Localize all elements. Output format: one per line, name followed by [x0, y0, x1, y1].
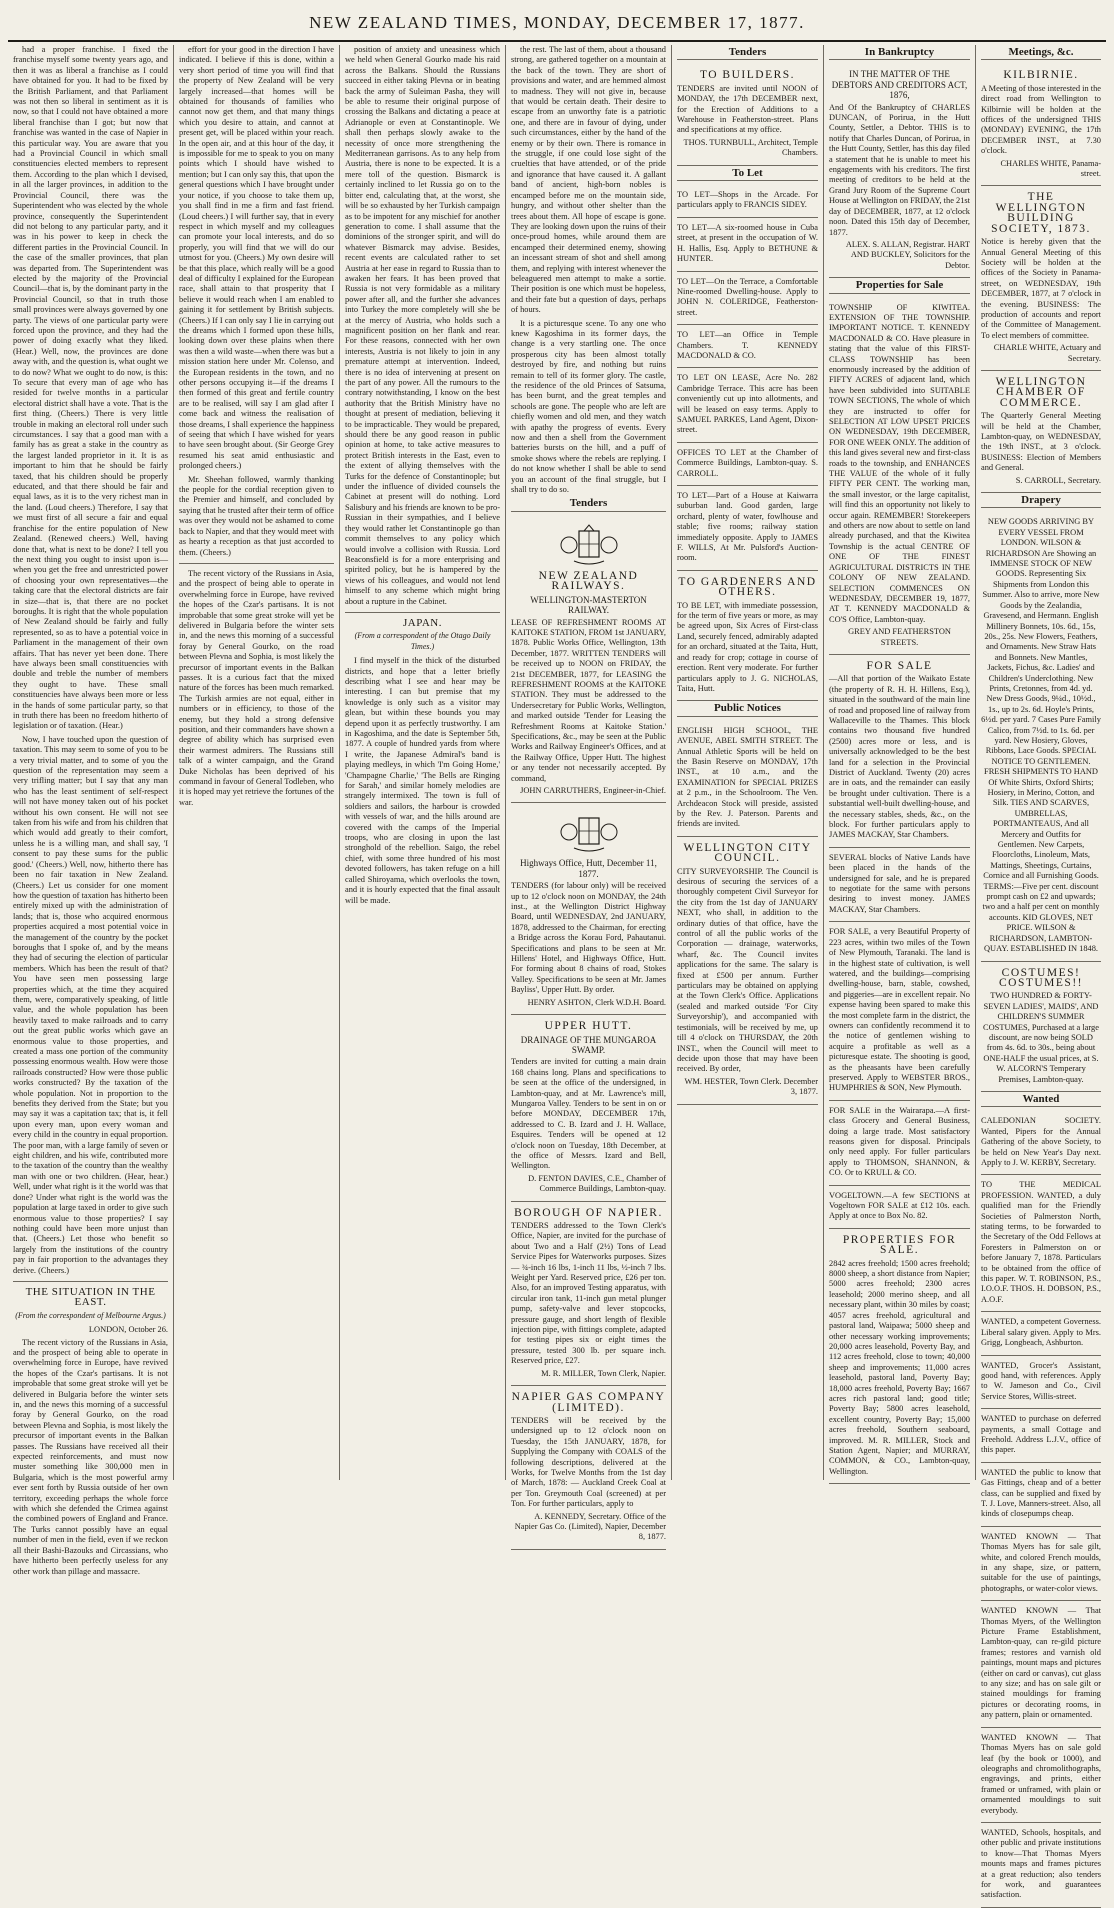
ad-body: FOR SALE in the Wairarapa.—A first-class Grocery and General Business, doing a large trade. Most satisfactory reasons given for disposal. Principals only need apply. For fuller particulars apply to THOMSON, SHANNON, & CO. Or to KRULL & CO.: [829, 1105, 970, 1178]
classified-ad: [981, 371, 1101, 493]
column-1: [8, 45, 174, 1576]
section-title-japan: JAPAN.: [403, 616, 442, 629]
ad-body: TO LET—Shops in the Arcade. For particulars apply to FRANCIS SIDEY.: [677, 190, 818, 210]
section-byline-japan: (From a correspondent of the Otago Daily Times.): [354, 631, 491, 651]
classified-ad: [677, 721, 818, 837]
tender-signature: HENRY ASHTON, Clerk W.D.H. Board.: [527, 997, 666, 1007]
classified-ad: [981, 1111, 1101, 1175]
tender-heading: NAPIER GAS COMPANY (LIMITED).: [511, 1391, 666, 1414]
ad-signature: ALEX. S. ALLAN, Registrar. HART AND BUCKLEY, Solicitors for the Debtor.: [845, 239, 970, 270]
ad-heading: TO BUILDERS.: [699, 69, 796, 82]
article-paragraph: position of anxiety and uneasiness which we held when General Gourko made his raid across the Balkans. Should the Russians succeed in either taking Plevna or in beating back the army of Suleiman Pasha, they will be able to resume their original purpose of crossing the Balkans and dictating a peace at Adrianople or even at Constantinople. We shall then perhaps slowly awake to the necessity of once more strengthening the Mediterranean garrisons. As to any help from Austria, there is none to be expected. It is a mere toll of the question. Bismarck is certainly inclined to let Russia go on to the bitter end, calculating that, at the worst, she will be so exhausted by her Turkish campaign as to be impotent for any mischief for another generation to come. I shall assume that the dominions of the stronger spirit, and will do whatever Bismarck may advise. Besides, recent events are calculated rather to set Austria at her ease in regard to Russia than to awaken her fears. It has been proved that Russia is not very formidable as a military power after all, and the further she advances into Turkey the more completely will she be at the mercy of Austria, who holds such a magnificent position on her flank and rear. For these reasons, connected with her own interests, Austria is not likely to join in any premature attempt at intervention. Indeed, there is no idea of intervening at present on the part of any power. All the rumours to the contrary notwithstanding, I know on the best authority that the British Ministry have no thought at present of mediation, believing it to be impracticable. They would be prepared, should there be any good reason in public opinion at home, to take active measures to protect British interests in the East, even to the extent of allying themselves with the Turks for the defence of Constantinople; but under the influence of divided counsels the Cabinet at present will do nothing. Lord Salisbury and his friends are known to be pro-Russian in their sympathies, and I believe they would rather let Constantinople go than commit themselves to any policy which would involve a collision with Russia. Lord Beaconsfield is for a more enterprising and spirited policy, but he is hampered by the views of his colleagues, and would not lend himself to any scheme which might bring about a rupture in the Cabinet.: [345, 45, 500, 606]
ad-body: And Of the Bankruptcy of CHARLES DUNCAN, of Porirua, in the Hutt County, Settler, a Debtor. THIS is to notify that Charles Duncan, of Porirua, in the Hutt County, Settler, has this day filed a statement that he is unable to meet his engagements with his creditors. The first meeting of creditors to be held at the Grand Jury Room of the Supreme Court House at Wellington on FRIDAY, the 21st day of DECEMBER, 1877, at 12 o'clock noon. Dated this 15th day of December, 1877.: [829, 102, 970, 237]
ad-body: SEVERAL blocks of Native Lands have been placed in the hands of the undersigned for sale, and he is prepared to negotiate for the same with persons desiring to invest money. JAMES MACKAY, Star Chambers.: [829, 852, 970, 914]
classified-ad: [829, 1186, 970, 1229]
classified-ad: [829, 298, 970, 655]
category-heading: To Let: [677, 168, 818, 181]
tender-body: TENDERS (for labour only) will be received up to 12 o'clock noon on MONDAY, the 24th inst., at the Wellington District Highway Board, until WEDNESDAY, 2nd JANUARY, 1878, addressed to the Chairman, for erecting a Bridge across the Korau Ford, Pahautanui. Specifications and plans to be seen at Mr. Hillens' Hotel, and Highways Office, Hutt. For forming about 8 chains of road, Stokes Valley. Specifications to be seen at Mr. James Bayliss', Upper Hutt. By order.: [511, 881, 666, 995]
ad-body: TO LET—Part of a House at Kaiwarra suburban land. Good garden, large orchard, plenty of water, fowlhouse and stable; five rooms; railway station immediately opposite. Apply to JAMES F. WILLS, At Mr. Pulsford's Auction-room.: [677, 491, 818, 563]
category-heading: Tenders: [677, 47, 818, 60]
ad-signature: CHARLE WHITE, Actuary and Secretary.: [993, 343, 1101, 363]
classified-ad: [677, 64, 818, 165]
classified-ad: [981, 64, 1101, 186]
category-heading: Wanted: [981, 1094, 1101, 1107]
classified-ad: [677, 486, 818, 571]
column-2: [174, 45, 340, 1480]
classified-ad: [677, 218, 818, 272]
classified-ad: [981, 1527, 1101, 1601]
classified-ad: [981, 1728, 1101, 1823]
classified-ad: [677, 272, 818, 326]
ad-body: The Quarterly General Meeting will be held at the Chamber, Lambton-quay, on WEDNESDAY, the 19th INST., at 3 o'clock. BUSINESS: Election of Members and General.: [981, 411, 1101, 473]
classified-ad: [829, 1101, 970, 1186]
category-heading: In Bankruptcy: [829, 47, 970, 60]
coat-of-arms-icon: [554, 523, 624, 567]
article-paragraph: The recent victory of the Russians in Asia, and the prospect of being able to operate in overwhelming force in Europe, have revived the hopes of the Czar's partisans. It is not improbable that some great stroke will yet be delivered in Bulgaria before the winter sets in, and the news this morning of a successful foray by General Gourko, on the road between Plevna and Sophia, is most likely the precursor of important events in the Balkan passes. It is a curious fact that the mixed nature of the forces has been much remarked. The Turkish armies are not equal, either in numbers or in efficiency, to those of the enemy, but they hold a strong defensive position, and their commanders have shown a degree of ability which has surprised even their warmest admirers. The Russians still talk of a winter campaign, and the Grand Duke Nicholas has been deprived of his command in favour of General Todleben, who it is hoped may yet retrieve the fortunes of the war.: [179, 568, 334, 807]
ad-body: WANTED, a competent Governess. Liberal salary given. Apply to Mrs. Grigg, Longbeach, Ashburton.: [981, 1317, 1101, 1348]
ad-body: WANTED KNOWN — That Thomas Myers has on sale gold leaf (by the book or 1000), and oleographs and chromolithographs, engravings, and prints, either framed or unframed, with plain or ornamented mouldings to suit everybody.: [981, 1732, 1101, 1815]
column-3: [340, 45, 506, 1480]
ad-signature: GREY AND FEATHERSTON STREETS.: [848, 627, 951, 647]
tender-signature: JOHN CARRUTHERS, Engineer-in-Chief.: [520, 786, 666, 795]
section-dateline: LONDON, October 26.: [88, 1325, 168, 1335]
ad-heading: KILBIRNIE.: [1003, 69, 1079, 82]
classified-ad: [677, 571, 818, 701]
ad-body: WANTED, Schools, hospitals, and other public and private institutions to know—That Thomas Myers mounts maps and frames pictures at a great reduction; also tenders for work, and guarantees satisfaction.: [981, 1827, 1101, 1900]
tender-ad: [511, 1202, 666, 1387]
classified-ad: [829, 848, 970, 922]
ad-body: WANTED KNOWN — That Thomas Myers, of the Wellington Picture Frame Establishment, Lambton-quay, can re-gild picture frames; restores and varnish old paintings, mount maps and pictures (either on card or canvas), cut glass to any size; and has on sale gilt or stained mouldings for framing pictures or decorating rooms, in any pattern, plain or ornamented.: [981, 1606, 1101, 1720]
tender-body: TENDERS will be received by the undersigned up to 12 o'clock noon on Tuesday, the 15th JANUARY, 1878, for Supplying the Company with COALS of the following descriptions, delivered at the Works, for Twelve Months from the 1st day of March, 1878: — Auckland Creek Coal at per Ton. Greymouth Coal (screened) at per Ton. For further particulars, apply to: [511, 1415, 666, 1509]
classified-ad: [981, 1312, 1101, 1355]
ad-body: WANTED KNOWN — That Thomas Myers has for sale gilt, white, and colored French moulds, in any shape, size, or pattern, suitable for the use of paintings, photographs, or water-color views.: [981, 1531, 1101, 1593]
ad-body: A Meeting of those interested in the direct road from Wellington to Kilbirnie will be holden at the offices of the undersigned THIS (MONDAY) EVENING, the 17th DECEMBER INST., at 7.30 o'clock.: [981, 83, 1102, 156]
classified-ad: [981, 1823, 1101, 1908]
tender-ad: [511, 803, 666, 1015]
tender-heading: NEW ZEALAND RAILWAYS.: [538, 569, 639, 593]
article-paragraph: The recent victory of the Russians in Asia, and the prospect of being able to operate in overwhelming force in Europe, have revived the hopes of the Czar's partisans. It is not improbable that some great stroke will yet be delivered in Bulgaria before the winter sets in, and the news this morning of a successful foray by General Gourko, on the road between Plevna and Sophia, is most likely the precursor of important events in the Balkan passes. The Russians have received all their expected reinforcements, and must now muster something like 300,000 men in Bulgaria, which is the most powerful army ever sent forth by Russia outside of her own territory, exceeding perhaps the whole force with which she defended the Crimea against the combined powers of England and France. The Turks cannot possibly have an equal number of men in the field, even if we reckon all their Bashi-Bazouks and Circassians, who have hitherto been perfectly useless for any other work than pillage and massacre.: [13, 1337, 168, 1576]
ad-heading: WELLINGTON CHAMBER OF COMMERCE.: [995, 375, 1087, 409]
ad-body: VOGELTOWN.—A few SECTIONS at Vogeltown FOR SALE at £12 10s. each. Apply at once to Box No. 82.: [829, 1190, 970, 1221]
classified-ad: [981, 962, 1101, 1092]
category-heading: Drapery: [981, 495, 1101, 508]
section-title: THE SITUATION IN THE EAST.: [25, 1285, 156, 1309]
ad-heading: THE WELLINGTON BUILDING SOCIETY, 1873.: [991, 191, 1091, 235]
tender-body: LEASE OF REFRESHMENT ROOMS AT KAITOKE STATION, FROM 1st JANUARY, 1878. Public Works Office, Wellington, 13th December, 1877. WRITTEN TENDERS will be received up to NOON on FRIDAY, the 21st DECEMBER, 1877, for LEASING the REFRESHMENT ROOMS at the KAITOKE STATION. They must be addressed to the Undersecretary for Public Works, Wellington, and marked outside 'Tender for Leasing the Refreshment Rooms at Kaitoke Station.' Specifications, &c., may be seen at the Public Works and Railway Engineer's Offices, and at the Railway Office, Upper Hutt. The highest or any tender not necessarily accepted. By command,: [511, 617, 666, 783]
classified-ad: [981, 186, 1101, 371]
tender-subheading: DRAINAGE OF THE MUNGAROA SWAMP.: [520, 1034, 657, 1055]
classified-ad: [981, 1463, 1101, 1527]
divider: [13, 1281, 168, 1282]
tender-body: TENDERS addressed to the Town Clerk's Office, Napier, are invited for the purchase of about Two and a Half (2½) Tons of Lead Service Pipes for Waterworks purposes. Sizes — ¾-inch 16 lbs, 1-inch 11 lbs, ½-inch 7 lbs. Weight per Yard. Reserved price, £26 per ton. Also, for an improved Testing apparatus, with circular iron tank, 11-inch gun metal plunger pump, safety-valve and lever stopcocks, pressure gauge, and short length of flexible injection pipe, with fittings complete, adapted for testing pipes six or eight times the pressure, tested 300 lb. per square inch. Reserved price, £27.: [511, 1221, 666, 1366]
ad-signature: CHARLES WHITE, Panama-street.: [1000, 158, 1101, 179]
ad-body: TO BE LET, with immediate possession, for the term of five years or more, as may be agreed upon, Six Acres of First-class Land, securely fenced, admirably adapted for an orchard, situated at the Taita, Hutt, and ready for crop; cottage in course of erection. Rent very moderate. For further particulars apply to J. G. NICHOLAS, Taita, Hutt.: [677, 600, 818, 693]
ad-body: TO LET—A six-roomed house in Cuba street, at present in the occupation of W. H. Hallis, Esq. Apply to BETHUNE & HUNTER.: [677, 222, 818, 264]
ad-heading: TO GARDENERS AND OTHERS.: [678, 575, 817, 599]
tender-ad: [511, 1015, 666, 1202]
tender-heading: BOROUGH OF NAPIER.: [514, 1206, 663, 1219]
ad-body: FOR SALE, a very Beautiful Property of 223 acres, within two miles of the Town of New Plymouth, Taranaki. The land is in the highest state of cultivation, is well watered, and the buildings—comprising dwelling-house, barn, stable, cowshed, and piggeries—are in excellent repair. No expense having been spared to make this the most complete farm in the district, the owners can confidently recommend it to the notice of gentlemen wishing to acquire a profitable as well as a picturesque estate. The shooting is good, as the pheasants have been carefully preserved. Apply to WEBSTER BROS., HUMPHRIES & SON, New Plymouth.: [829, 927, 970, 1093]
ad-body: TO THE MEDICAL PROFESSION. WANTED, a duly qualified man for the Friendly Societies of Palmerston North, stating terms, to be forwarded to the Secretary of the Odd Fellows at Foresters in Palmerston on or before January 7, 1878. Particulars to be obtained from the office of this paper. W. T. ROBINSON, P.S., I.O.O.F. THOS. H. DOBSON, P.S., A.O.F.: [981, 1180, 1101, 1304]
tender-body: Tenders are invited for cutting a main drain 168 chains long. Plans and specifications to be seen at the office of the undersigned, in Lambton-quay, and at Mr. Lawrence's mill, Mungaroa Valley. Tenders to be sent in on or before MONDAY, DECEMBER 17th, addressed to C. B. Izard and J. H. Wallace, Esquires. Tenders will be opened at 12 o'clock noon on Tuesday, 18th December, at the office of Messrs. Izard and Bell, Wellington.: [511, 1057, 666, 1171]
column-7: [976, 45, 1106, 1900]
section-byline: (From the correspondent of Melbourne Argus.): [15, 1310, 166, 1320]
category-heading: Properties for Sale: [829, 280, 970, 293]
ad-body: TO LET—On the Terrace, a Comfortable Nine-roomed Dwelling-house. Apply to JOHN N. COLERIDGE, Featherston-street.: [677, 276, 818, 317]
classified-ad: [981, 1175, 1101, 1312]
ad-signature: S. CARROLL, Secretary.: [1015, 475, 1101, 485]
classified-ad: [981, 1356, 1101, 1410]
category-heading: Meetings, &c.: [981, 47, 1101, 60]
divider: [179, 563, 334, 564]
tender-heading: UPPER HUTT.: [544, 1020, 633, 1033]
ad-signature: WM. HESTER, Town Clerk. December 3, 1877.: [684, 1076, 818, 1097]
columns: [8, 45, 1106, 1900]
article-paragraph: It is a picturesque scene. To any one who knew Kagoshima in its former days, the change is a very startling one. The once prosperous city has been almost totally destroyed by fire, and nothing but ruins remain to tell of its former glory. The castle, the residence of the old Princes of Satsuma, has been burnt, and the great temples and schools are gone. The people who are left are chiefly women and old men, and they watch with apathy the progress of events. Every now and then a shell from the Government batteries bursts on the hill, and a puff of smoke shows where the rebels are replying. I do not know whether I shall be able to send you an account of the final struggle, but I shall try to do so.: [511, 318, 666, 495]
column-4: [506, 45, 672, 1542]
article-paragraph: Now, I have touched upon the question of taxation. This may seem to some of you to be a very trivial matter, and to some of you the question of the representation may seem a very trifling matter; but I say that any man who has the least sentiment of self-respect will not have money taken out of his pocket without his own consent. He will not see taken from his wife and from his children that which would add greatly to their comfort, unless he is a willing man, and shall say, 'I consent to pay these sums for the public good.' (Cheers.) Well, now, hitherto there has been no fair taxation in New Zealand. (Cheers.) Let us consider for one moment how the question of taxation has hitherto been entirely mixed up with the administration of lands; that is, those who acquired enormous properties acquired a most potential voice in the management of the country by the pocket boroughs that I spoke of, and by the means they had of securing the election of particular members. Which has been the result of that? You have seen men possessing large properties which, at the time they acquired them, were, comparatively speaking, of little value, and the whole population has been heavily taxed to make railroads and to carry out the great public works which gave an enormous value to those properties, and created a mass one portion of the community possessing enormous wealth. How were those railroads constructed? How were those public works constructed? By the taxation of the whole population. Not in proportion to the benefits they derived from the State; but you may say it was a capitation tax; that is, it fell upon every man, upon every woman and every child in the country in equal proportion. The poor man, with a large family of seven or eight children, and his wife, contributed more to the taxation of the country than the wealthy man with one or two children. (Hear, hear.) Well, under what right is it the world was that done? Under what right is the world was the population at large taxed in order to give such enormous value to those properties? I say nothing could have been more unjust than that. (Cheers.) Let those who benefit so largely from the institutions of the country pay in fair proportion to the advantages they derive. (Cheers.): [13, 734, 168, 1275]
article-paragraph: effort for your good in the direction I have indicated. I believe if this is done, within a very short period of time you will find that the property of New Zealand will be very largely increased—that homes will be obtained for thousands of families who cannot now get them, and that many things which you desire to attain, and cannot at present get, will be placed within your reach. In the open air, and at this hour of the day, it is impossible for me to speak to you on many points which I should have wished to mention; but I can only say this, that upon the general questions which I have brought under your notice, if you choose to take them up, you shall find in me a firm and fast friend. (Loud cheers.) I will further say, that in every respect in which myself and my colleagues can promote your local interests, and do so properly, you will find that we will do our utmost for you. (Cheers.) My own desire will be that this place, which really will be a good deal of difficulty I explained for the European race, shall attain to that prosperity that I believe it would reach when I am enabled to gaining it for settlement by British subjects. (Cheers.) If I can only say I lie in carrying out the dreams which I formed upon these hills, looking down over these plains when there was then a wild waste—when there was but a mission station here under Mr. Colenso, and the European residents in the town, and no other persons occupying it—if the dreams I then formed of this great and fertile country are to be realised, will say I am glad after I come back and witness the realisation of those dreams, I shall experience the happiness of seeing that which I have wished for years to have seen brought about. (Sir George Grey resumed his seat amid enthusiastic and prolonged cheers.): [179, 45, 334, 471]
ad-heading: COSTUMES! COSTUMES!!: [998, 966, 1083, 989]
tender-ad: [511, 1386, 666, 1550]
tender-signature: M. R. MILLER, Town Clerk, Napier.: [541, 1368, 666, 1378]
classified-ad: [677, 837, 818, 1105]
ad-body: NEW GOODS ARRIVING BY EVERY VESSEL FROM LONDON. WILSON & RICHARDSON Are Showing an IMMENSE STOCK OF NEW GOODS. Representing Six Shipments from London this Summer. Also to arrive, more New Goods by the Zealandia, Gravesend, and Hermann. English Millinery Bonnets, 10s. 6d., 15s, 20s., 25s. New Flowers, Feathers, and Ornaments. New Straw Hats and Bonnets. New Mantles, Jackets, Fichus, &c. Ladies' and Children's Underclothing. New Prints, Cretonnes, from 4d. yd. New Dress Goods, 9¼d., 10½d., 1s., up to 2s. 6d. Hoyle's Prints, 6½d. per yard. 7 Cases Pure Family Calico, from 7½d. to 1s. 6d. per yard. New Hosiery, Gloves, Ribbons, Lace Goods. SPECIAL NOTICE TO GENTLEMEN. FRESH SHIPMENTS TO HAND Of White Shirts, Oxford Shirts; Hosiery, in Merino, Cotton, and Silk. TIES AND SCARVES, UMBRELLAS, PORTMANTEAUS, And all Mercery and Outfits for Gentlemen. New Carpets, Floorcloths, Linoleum, Mats, Mattings, Sheetings, Curtains, Cornice and all Furnishing Goods. TERMS:—Five per cent. discount prompt cash on £2 and upwards; two and a half per cent on monthly accounts. KID GLOVES, NET PRICE. WILSON & RICHARDSON, LAMBTON-QUAY. ESTABLISHED IN 1848.: [981, 517, 1101, 954]
ad-body: ENGLISH HIGH SCHOOL, THE AVENUE, ABEL SMITH STREET. The Annual Athletic Sports will be held on the Basin Reserve on MONDAY, 17th INST., at 10 a.m., and the EXAMINATION for SPECIAL PRIZES at 2 p.m., in the Schoolroom. The Ven. Archdeacon Stock will preside, assisted by the Rev. J. Paterson. Parents and friends are invited.: [677, 725, 818, 829]
ad-body: WANTED the public to know that Gas Fittings, cheap and of a better class, can be supplied and fixed by T. J. Love, Manners-street. Also, all kinds of closepumps cheap.: [981, 1467, 1101, 1519]
ad-heading: FOR SALE: [866, 659, 933, 672]
ad-heading: WELLINGTON CITY COUNCIL.: [683, 841, 812, 865]
ad-body: CITY SURVEYORSHIP. The Council is desirous of securing the services of a thoroughly competent Civil Surveyor for the city from the 1st day of JANUARY NEXT, who shall, in addition to the ordinary duties of that office, have the control of all the public works of the Corporation — drainage, waterworks, wharf, &c. The Council invites applications for the same. The salary is fixed at £500 per annum. Further particulars may be obtained on applying at the Town Clerk's Office. Applications (sealed and marked outside 'For City Surveyorship'), and accompanied with testimonials, will be received by me, up till 4 o'clock on THURSDAY, the 20th INST., when the Council will meet to decide upon those that may have been received. By order,: [677, 866, 818, 1074]
classified-ad: [981, 1601, 1101, 1727]
ad-heading: PROPERTIES FOR SALE.: [842, 1233, 957, 1257]
classified-ad: [829, 64, 970, 278]
ad-heading: IN THE MATTER OF THE DEBTORS AND CREDITORS ACT, 1876,: [831, 69, 968, 101]
tender-signature: D. FENTON DAVIES, C.E., Chamber of Commerce Buildings, Lambton-quay.: [528, 1173, 666, 1194]
classified-ad: [829, 922, 970, 1101]
tender-ad: [511, 516, 666, 804]
masthead: NEW ZEALAND TIMES, MONDAY, DECEMBER 17, 1877.: [8, 6, 1106, 42]
coat-of-arms-icon: [554, 810, 624, 854]
classified-ad: [677, 443, 818, 486]
divider: [345, 612, 500, 613]
ad-body: —All that portion of the Waikato Estate (the property of R. H. H. Hillens, Esq.), situated in the southward of the main line of road and proposed line of railway from Wallaceville to the Thames. This block contains two thousand five hundred (2500) acres more or less, and is universally acknowledged to be the best land for a selection in the Provincial District of Auckland. Twenty (20) acres are in oats, and the remainder can easily be brought under cultivation. There is a substantial well-built dwelling-house, and the necessary stables, sheds, &c., on the block. For further particulars apply to JAMES MACKAY, Star Chambers.: [829, 674, 970, 840]
tender-subheading: Highways Office, Hutt, December 11, 1877.: [520, 858, 657, 879]
tenders-heading: Tenders: [511, 498, 666, 511]
ad-body: WANTED to purchase on deferred payments, a small Cottage and Freehold. Address L.J.V., office of this paper.: [981, 1414, 1101, 1455]
category-heading: Public Notices: [677, 703, 818, 716]
classified-ad: [829, 655, 970, 848]
classified-ad: [981, 1409, 1101, 1463]
classified-ad: [829, 1229, 970, 1484]
classified-ad: [981, 512, 1101, 961]
ad-body: TO LET—an Office in Temple Chambers. T. KENNEDY MACDONALD & CO.: [677, 330, 818, 360]
ad-body: OFFICES TO LET at the Chamber of Commerce Buildings, Lambton-quay. S. CARROLL.: [677, 447, 818, 478]
ad-body: TENDERS are invited until NOON of MONDAY, the 17th DECEMBER next, for the Erection of Additions to a Warehouse in Featherston-street. Plans and specifications at my office.: [677, 83, 818, 135]
article-paragraph: had a proper franchise. I fixed the franchise myself some twenty years ago, and then it was as liberal a franchise as I could have obtained for you. It had to be fixed by the British Parliament, and that Parliament was not then so liberal in sentiment as it is now, so that I could not have obtained a more liberal franchise than I got; but now that franchise was wanted in the case of Napier in this particular way. You are aware that you had a Provincial Council in which small constituencies elected members to represent them. According to the plan which I devised, in all the larger provinces, in addition to the Provincial Council, there was the Superintendent who was elected by the whole province, consequently the Superintendent did not belong to any particular party, and it was in his power to keep in check the different parties in the Provincial Council. In the case of the smaller provinces, that plan was departed from. The Superintendent was elected by the majority of the Provincial Council—that is, by the dominant party in the Provincial Council, so that in truth those small provinces were always governed by one party. The views of one particular party were forced upon the province, and they had the power of doing exactly what they liked. (Hear.) Well, now, the provinces are done away with, and the question is, what ought we to do now? What we ought to do now, is this: To secure that every man of age who has resided for twelve months in a particular electoral district shall have a vote. That is the first thing. (Cheers.) There is very little trouble in making an electoral roll under such circumstances. I say that a good man with a family has as great a stake in the country as the largest landed proprietor in it. It is as important to him that he should be fairly taxed, that his children should be properly educated, and that there should be fair and equal laws, as it is to the very richest man in the land. (Loud cheers.) Therefore, I say that we must first of all secure a fair and equal franchise for the entire population of New Zealand. (Renewed cheers.) Well, having done that, what is next to be done? I tell you the next thing you ought to insist upon is—when you get the free and unrestricted power of choosing your own representatives—the taking care that the electoral districts are fair in size—that is, that there are no pocket boroughs. It is right that the whole population of New Zealand should be fairly and fully represented, so as to have a potential voice in Parliament in the management of their own affairs. That has never yet been done. There have always been small constituencies with double and treble the number of members they ought to have. These small constituencies have always been more or less in the hands of some particular party, so that in truth there has been no freedom hitherto of legislation or of taxation. (Hear.): [13, 45, 168, 731]
ad-signature: THOS. TURNBULL, Architect, Temple Chambers.: [683, 137, 818, 158]
tender-signature: A. KENNEDY, Secretary. Office of the Napier Gas Co. (Limited), Napier, December 8, 1877.: [514, 1511, 666, 1542]
column-5: [672, 45, 824, 1480]
ad-body: TO LET ON LEASE, Acre No. 282 Cambridge Terrace. This acre has been conveniently cut up into allotments, and will be leased on easy terms. Apply to SAMUEL PARKES, Land Agent, Dixon-street.: [677, 373, 818, 435]
tender-subheading: WELLINGTON-MASTERTON RAILWAY.: [530, 594, 647, 616]
ad-body: 2842 acres freehold; 1500 acres freehold; 8000 sheep, a short distance from Napier; 5000 acres freehold; 2300 acres leasehold; 2000 merino sheep, and all necessary plant, within 30 miles by coast; 4057 acres freehold, agricultural and pastoral land, Waipawa; 5000 sheep and other necessary working improvements; 20,000 acres leasehold, Poverty Bay, and 112 acres freehold, close to town; 40,000 sheep and improvements; 11,000 acres leasehold, pastoral land, Poverty Bay; 18,000 acres freehold, Poverty Bay; 1667 acres rich pastoral land; good title; Poverty Bay; 5800 acres leasehold, excellent country, Poverty Bay; 15,000 acres freehold, Southern seaboard, improved. M. R. MILLER, Stock and Station Agent, Napier; and MURRAY, COMMON, & CO., Lambton-quay, Wellington.: [829, 1258, 970, 1476]
ad-body: Notice is hereby given that the Annual General Meeting of this Society will be holden at the offices of the Society in Panama-street, on WEDNESDAY, 19th DECEMBER, 1877, at 7 o'clock in the evening. BUSINESS: The production of accounts and report of the Committee of Management. To elect members of committee.: [981, 237, 1101, 340]
ad-body: TOWNSHIP OF KIWITEA. EXTENSION OF THE TOWNSHIP. IMPORTANT NOTICE. T. KENNEDY MACDONALD & CO. Have pleasure in stating that the value of this FIRST-CLASS TOWNSHIP has been enormously increased by the addition of FIFTY ACRES of adjacent land, which have been subdivided into SUITABLE TOWN SECTIONS, The whole of which they are instructed to offer for SELECTION AT LOW UPSET PRICES ON WEDNESDAY, 19th DECEMBER, FOR ONE WEEK ONLY. The addition of this land gives several new and first-class roads to the township, and ENHANCES THE VALUE of the whole of it fully FIFTY PER CENT. The working man, the small investor, or the large capitalist, will find this an opportunity not likely to occur again. REMEMBER! Storekeepers and others are now about to settle on land already purchased, and that the Kiwitea Township is the actual CENTRE OF ONE OF THE FINEST AGRICULTURAL DISTRICTS IN THE COLONY OF NEW ZEALAND. SELECTION COMMENCES ON WEDNESDAY, DECEMBER 19, 1877, AT T. KENNEDY MACDONALD & CO'S Office, Lambton-quay.: [829, 302, 970, 624]
classified-ad: [677, 185, 818, 218]
article-paragraph: the rest. The last of them, about a thousand strong, are gathered together on a mountain at the back of the town. They are short of provisions and water, and are hemmed almost to madness. They will not give in, because that would be certain death. Their desire to escape from an unworthy fate is a patriotic one, and there are in favour of dying, under such circumstances, either by the hand of the enemy or by their own. There is romance in the struggle, if one could lose sight of the cruelties that have attended, or of the pride and ignorance that have caused it. A gallant band of ancient, high-born nobles is encamped before me on the mountain side, hungry, and without other shelter than the trees about them. All hope of escape is gone. They are looking down upon the ruins of their once-proud homes, while around them are encamped their determined enemy, showing an incessant stream of shot and shell among them, and replying with interest whenever the beleaguered men attempt to make a sortie. Their position is one which must be hopeless, and their fate but a question of days, perhaps of hours.: [511, 45, 666, 315]
column-6: [824, 45, 976, 1480]
ad-body: WANTED, Grocer's Assistant, good hand, with references. Apply to W. Jameson and Co., Civil Service Stores, Willis-street.: [981, 1360, 1101, 1401]
article-paragraph: Mr. Sheehan followed, warmly thanking the people for the cordial reception given to the Premier and himself, and concluded by saying that he trusted after their term of office was over they would not be ashamed to come back to Napier, and that they would meet with as hearty a reception as that just accorded to them. (Cheers.): [179, 474, 334, 557]
article-paragraph: I find myself in the thick of the disturbed districts, and hope that a letter briefly describing what I see and hear may be interesting. I can but premise that my knowledge is only such as a visitor may glean, but within these bounds you may depend upon it as perfectly trustworthy. I am in Kagoshima, and the date is September 5th, 1877. A couple of hundred yards from where I write, the Japanese Admiral's band is playing medleys, in which 'I'm Going Home,' 'Champagne Charlie,' 'The Bells are Ringing for Sarah,' and similar homely melodies are strangely intermixed. The town is full of soldiers and sailors, the harbour is crowded with vessels of war, and the hills around are covered with the camps of the Imperial troops, who are closing in upon the last stronghold of the rebellion. Saigo, the rebel chief, with some three hundred of his most devoted followers, has taken refuge on a hill called Shiroyama, which overlooks the town, and it is hourly expected that the final assault will be made.: [345, 656, 500, 905]
ad-body: TWO HUNDRED & FORTY-SEVEN LADIES', MAIDS', AND CHILDREN'S SUMMER COSTUMES, Purchased at a large discount, are now being SOLD from 4s. 6d. to 30s., being about ONE-HALF the usual prices, at S. W. ALCORN'S Temperary Premises, Lambton-quay.: [983, 991, 1099, 1084]
classified-ad: [677, 368, 818, 442]
classified-ad: [677, 325, 818, 368]
ad-body: CALEDONIAN SOCIETY. Wanted, Pipers for the Annual Gathering of the above Society, to be held on New Year's Day next. Apply to J. W. KERBY, Secretary.: [981, 1116, 1101, 1167]
